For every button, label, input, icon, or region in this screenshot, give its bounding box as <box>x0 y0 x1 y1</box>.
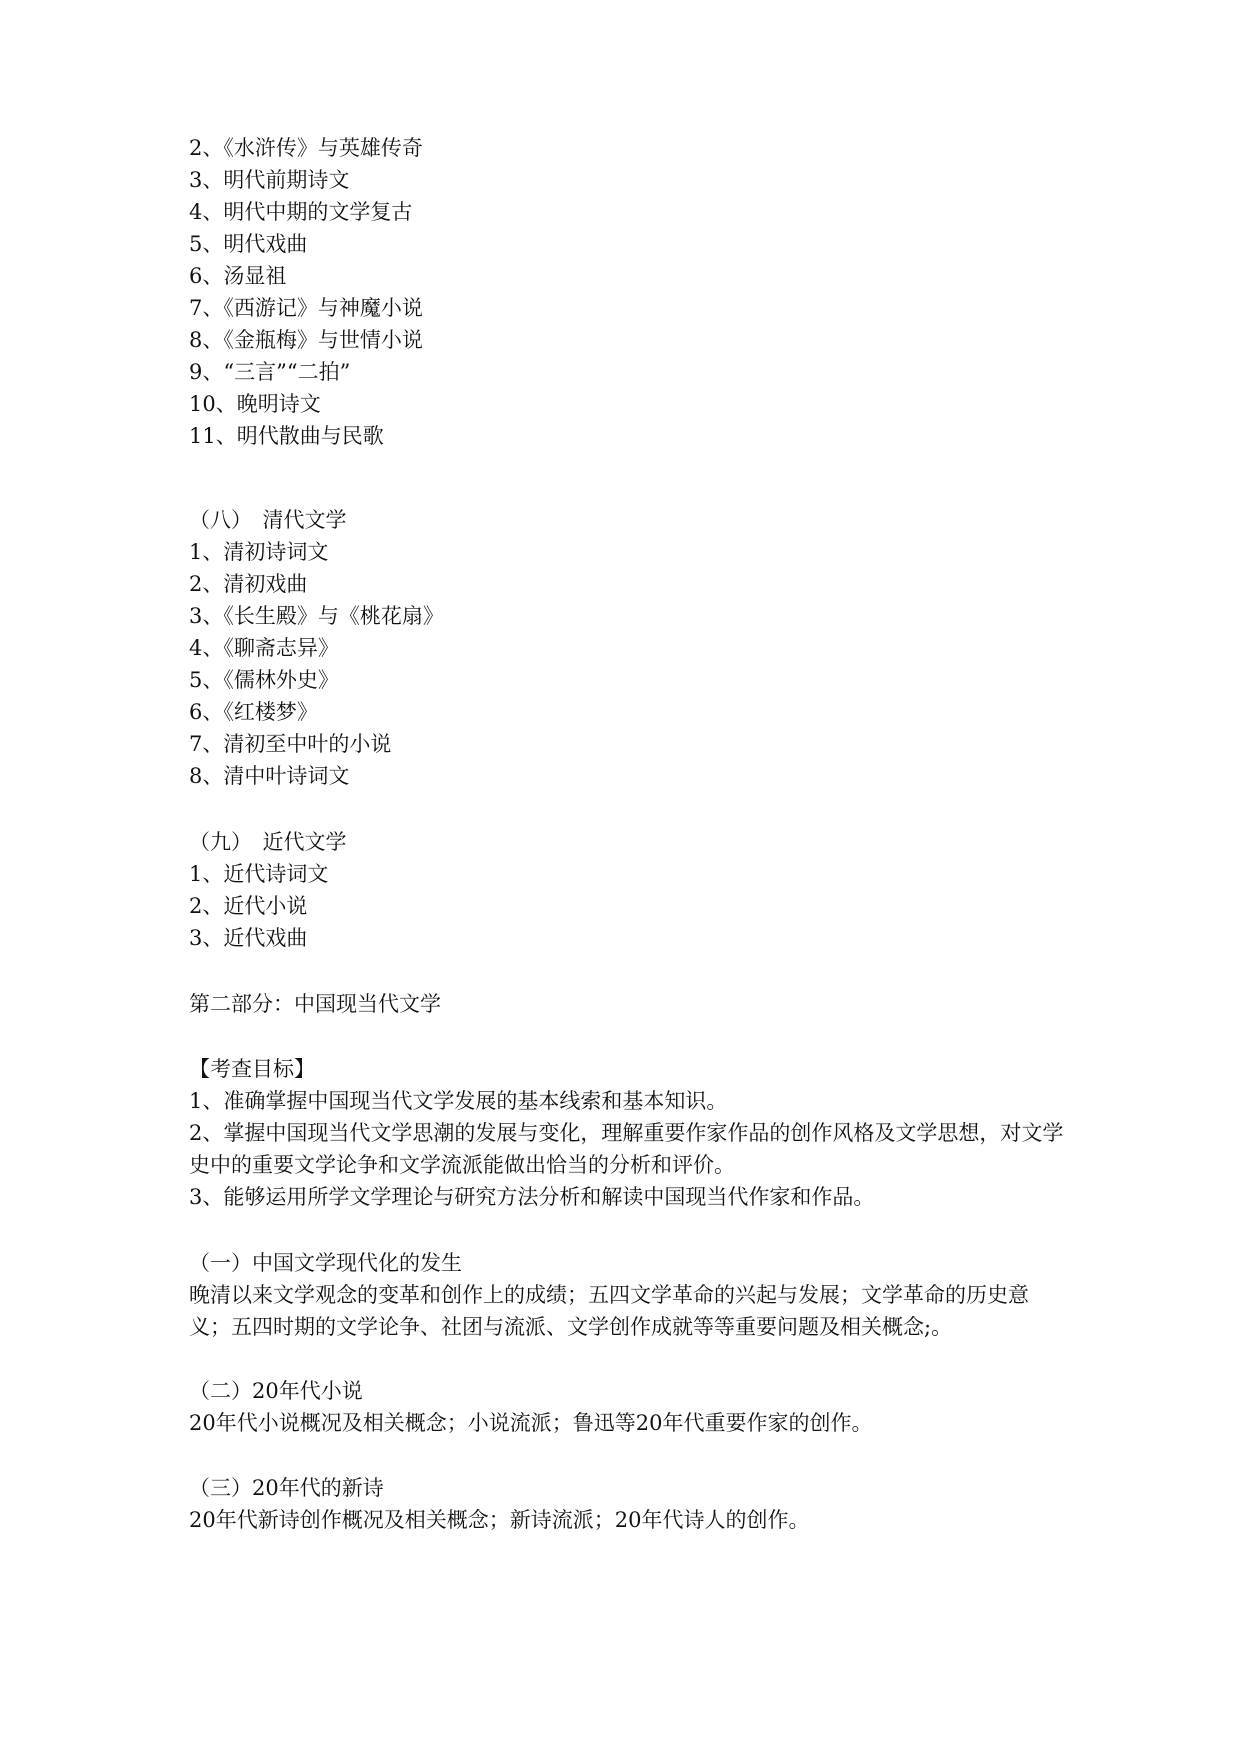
list-item: 5、明代戏曲 <box>189 232 308 256</box>
list-item: 4、明代中期的文学复古 <box>189 200 413 224</box>
list-item: 6、汤显祖 <box>189 264 287 288</box>
list-item: 1、清初诗词文 <box>189 540 329 564</box>
list-item: 8、《金瓶梅》与世情小说 <box>189 328 423 352</box>
part-title: 第二部分：中国现当代文学 <box>189 992 441 1016</box>
list-item: 3、近代戏曲 <box>189 926 308 950</box>
list-item: 8、清中叶诗词文 <box>189 764 350 788</box>
list-item: 6、《红楼梦》 <box>189 700 318 724</box>
list-item: 4、《聊斋志异》 <box>189 636 339 660</box>
goal-item: 1、准确掌握中国现当代文学发展的基本线索和基本知识。 <box>189 1089 728 1113</box>
section-text: 20年代新诗创作概况及相关概念；新诗流派；20年代诗人的创作。 <box>189 1508 810 1532</box>
section-text: 20年代小说概况及相关概念；小说流派；鲁迅等20年代重要作家的创作。 <box>189 1411 873 1435</box>
goals-heading: 【考查目标】 <box>189 1057 315 1081</box>
list-item: 7、清初至中叶的小说 <box>189 732 392 756</box>
list-item: 1、近代诗词文 <box>189 862 329 886</box>
list-item: 3、《长生殿》与《桃花扇》 <box>189 604 444 628</box>
goal-item: 2、掌握中国现当代文学思潮的发展与变化，理解重要作家作品的创作风格及文学思想，对文学史中的重要文学论争和文学流派能做出恰当的分析和评价。 <box>189 1121 1064 1177</box>
list-item: 2、清初戏曲 <box>189 572 308 596</box>
section-heading: （一）中国文学现代化的发生 <box>189 1251 462 1275</box>
list-item: 9、“三言”“二拍” <box>189 360 351 384</box>
section-heading: （二）20年代小说 <box>189 1379 363 1403</box>
list-item: 2、《水浒传》与英雄传奇 <box>189 136 423 160</box>
list-item: 3、明代前期诗文 <box>189 168 350 192</box>
list-item: 7、《西游记》与神魔小说 <box>189 296 423 320</box>
list-item: 11、明代散曲与民歌 <box>189 424 384 448</box>
section-heading: （三）20年代的新诗 <box>189 1476 384 1500</box>
section-text: 晚清以来文学观念的变革和创作上的成绩；五四文学革命的兴起与发展；文学革命的历史意义；五四时期的文学论争、社团与流派、文学创作成就等等重要问题及相关概念;。 <box>189 1283 1029 1339</box>
list-item: 5、《儒林外史》 <box>189 668 339 692</box>
section-heading-qing: （八） 清代文学 <box>189 508 347 532</box>
list-item: 10、晚明诗文 <box>189 392 321 416</box>
goal-item: 3、能够运用所学文学理论与研究方法分析和解读中国现当代作家和作品。 <box>189 1185 875 1209</box>
list-item: 2、近代小说 <box>189 894 308 918</box>
section-heading-jindai: （九） 近代文学 <box>189 830 347 854</box>
